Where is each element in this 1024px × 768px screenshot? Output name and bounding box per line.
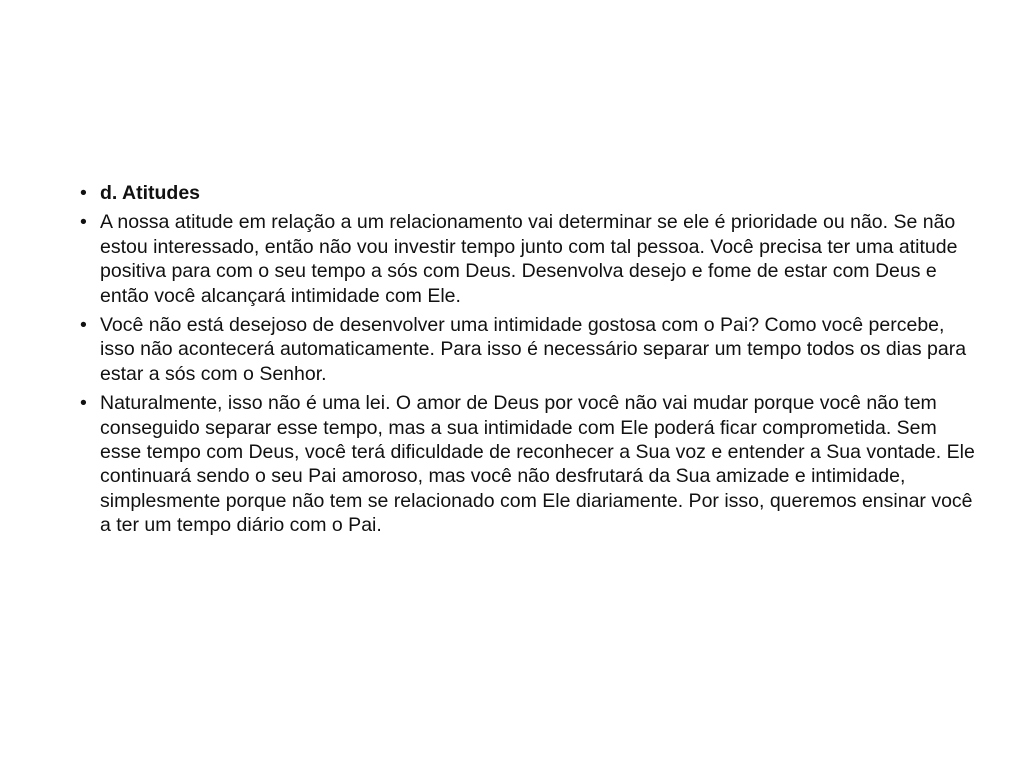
slide-body — [80, 181, 980, 543]
bullet-item — [80, 210, 980, 308]
bullet-item-heading — [80, 181, 980, 205]
bullet-icon: • — [80, 314, 87, 337]
bullet-item — [80, 313, 980, 386]
bullet-text: Naturalmente, isso não é uma lei. O amor de Deus por você não vai mudar porque você não tem conseguido separar esse tempo, mas a sua intimidade com Ele poderá ficar comprometida. Sem esse tempo com Deus, você terá dificuldade de reconhecer a Sua voz e entender a Sua vontade. Ele continuará sendo o seu Pai amoroso, mas você não desfrutará da Sua amizade e intimidade, simplesmente porque não tem se relacionado com Ele diariamente. Por isso, queremos ensinar você a ter um tempo diário com o Pai. — [100, 392, 975, 537]
bullet-icon: • — [80, 211, 87, 234]
bullet-item — [80, 391, 980, 537]
bullet-text: Você não está desejoso de desenvolver uma intimidade gostosa com o Pai? Como você percebe, isso não acontecerá automaticamente. Para isso é necessário separar um tempo todos os dias para estar a sós com o Senhor. — [100, 314, 967, 385]
bullet-list — [80, 181, 980, 538]
bullet-text: A nossa atitude em relação a um relacionamento vai determinar se ele é prioridade ou não. Se não estou interessado, então não vou investir tempo junto com tal pessoa. Você precisa ter uma atitude positiva para com o seu tempo a sós com Deus. Desenvolva desejo e fome de estar com Deus e então você alcançará intimidade com Ele. — [100, 211, 958, 307]
section-heading: d. Atitudes — [100, 182, 201, 204]
bullet-icon: • — [80, 392, 87, 415]
bullet-icon: • — [80, 182, 87, 204]
